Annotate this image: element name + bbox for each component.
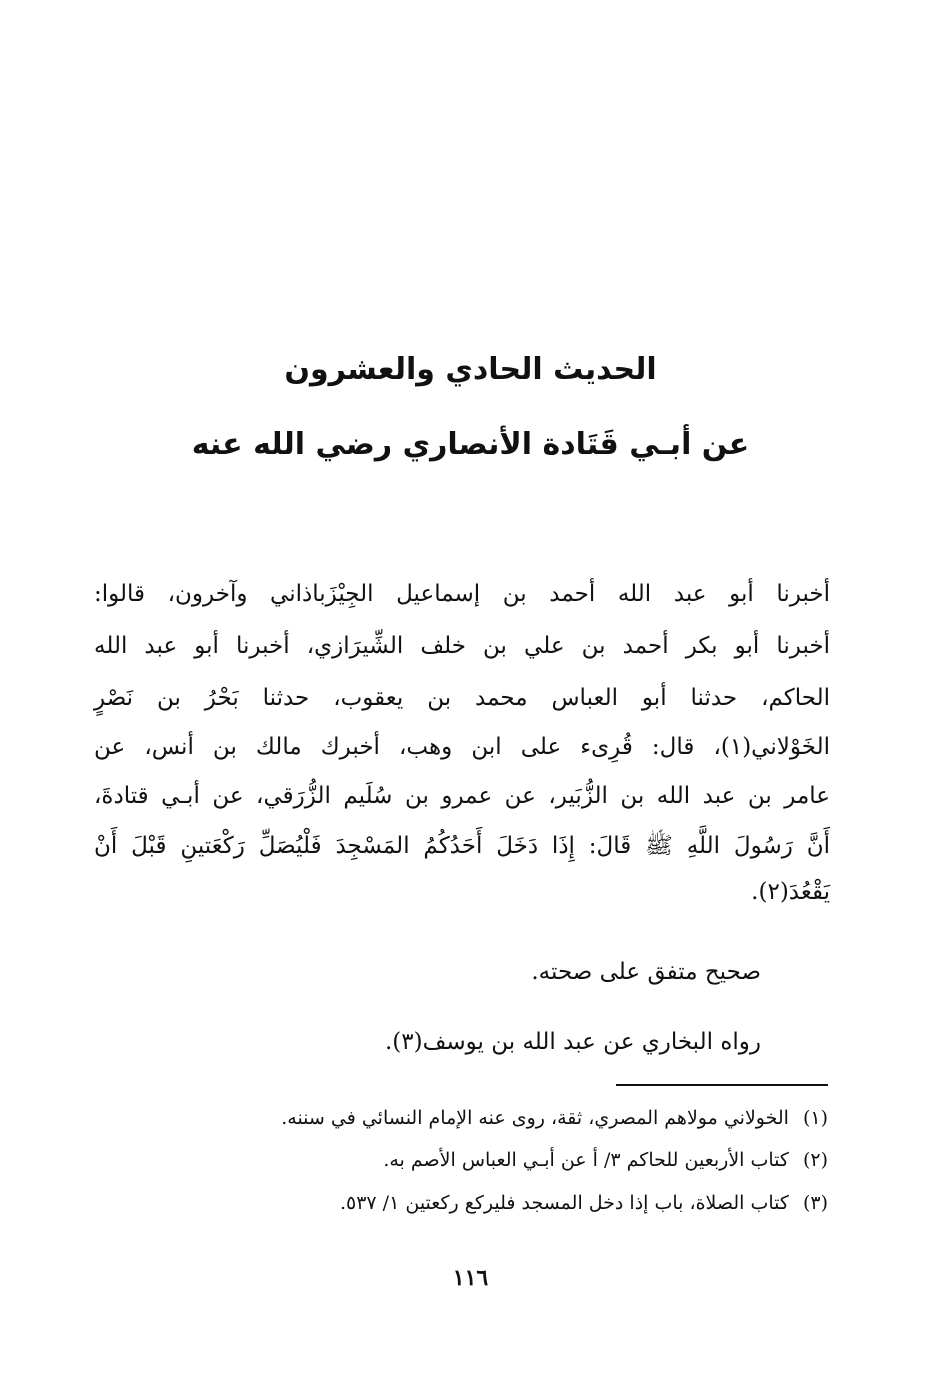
footnote-divider (616, 1084, 828, 1086)
footnote-number: (١) (802, 1107, 828, 1129)
hadith-title: الحديث الحادي والعشرون (284, 352, 657, 387)
hadith-subtitle: عن أبـي قَتَادة الأنصاري رضي الله عنه (191, 427, 750, 462)
hadith-grade: صحيح متفق على صحته. (531, 959, 761, 985)
body-line: أَنَّ رَسُولَ اللَّهِ ﷺ قَالَ: إِذَا دَخَلَ أَحَدُكُمُ المَسْجِدَ فَلْيُصَلِّ رَكْعَتينِ قَبْلَ أَنْ (94, 833, 830, 859)
body-line: الحاكم، حدثنا أبو العباس محمد بن يعقوب، حدثنا بَحْرُ بن نَصْرٍ (94, 685, 830, 711)
body-line: يَقْعُدَ(٢). (751, 879, 830, 905)
body-line: أخبرنا أبو عبد الله أحمد بن إسماعيل الجِيْزَباذاني وآخرون، قالوا: (94, 581, 830, 607)
footnote-text: الخولاني مولاهم المصري، ثقة، روى عنه الإمام النسائي في سننه. (281, 1107, 789, 1129)
body-line: أخبرنا أبو بكر أحمد بن علي بن خلف الشِّيرَازي، أخبرنا أبو عبد الله (94, 633, 830, 659)
footnote-number: (٢) (802, 1149, 828, 1171)
body-line: عامر بن عبد الله بن الزُّبَير، عن عمرو بن سُلَيم الزُّرَقي، عن أبـي قتادةَ، (94, 783, 830, 809)
hadith-narration: رواه البخاري عن عبد الله بن يوسف(٣). (384, 1029, 761, 1055)
footnote-text: كتاب الأربعين للحاكم ٣/ أ عن أبـي العباس الأصم به. (383, 1149, 789, 1171)
footnote-text: كتاب الصلاة، باب إذا دخل المسجد فليركع ركعتين ١/ ٥٣٧. (339, 1192, 789, 1214)
footnote-number: (٣) (802, 1192, 828, 1214)
body-line: الخَوْلاني(١)، قال: قُرِىء على ابن وهب، أخبرك مالك بن أنس، عن (94, 734, 830, 760)
footnote (383, 1144, 828, 1176)
page-number: ١١٦ (452, 1265, 489, 1291)
footnote (281, 1102, 828, 1134)
footnote (340, 1187, 828, 1219)
